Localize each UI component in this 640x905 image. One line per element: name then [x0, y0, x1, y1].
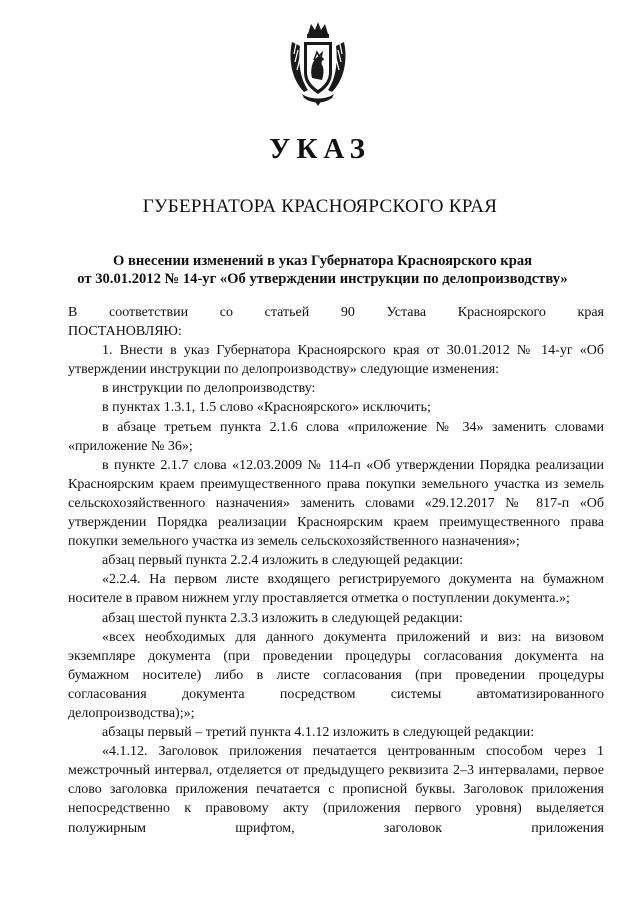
- paragraph-instruction: в инструкции по делопроизводству:: [102, 381, 316, 397]
- decree-title: УКАЗ: [269, 133, 371, 165]
- decree-subtitle: ГУБЕРНАТОРА КРАСНОЯРСКОГО КРАЯ: [142, 196, 498, 217]
- paragraph-change: абзац первый пункта 2.2.4 изложить в следующей редакции:: [102, 553, 464, 569]
- paragraph-change: в пункте 2.1.7 слова «12.03.2009 № 114-п «Об утверждении Порядка реализации Красноярским краем преимущественного права покупки земельного участка из земель сельскохозяйственного назначения» заменить словами «29.12.2017 № 817-п «Об утверждении Порядка реализации Красноярским краем преимущественного права покупки земельного участка из земель сельскохозяйственного назначения»;: [68, 457, 604, 550]
- paragraph-quote: «2.2.4. На первом листе входящего регистрируемого документа на бумажном носителе в правом нижнем углу проставляется отметка о поступлении документа.»;: [68, 572, 604, 607]
- paragraph-change: в пунктах 1.3.1, 1.5 слово «Красноярского» исключить;: [102, 400, 431, 416]
- paragraph-quote: «4.1.12. Заголовок приложения печатается центрованным способом через 1 межстрочный интервал, отделяется от предыдущего реквизита 2–3 интервалами, первое слово заголовка приложения печатается с прописной буквы. Заголовок приложения непосредственно к правовому акту (приложения первого уровня) выделяется полужирным шрифтом, заголовок приложения: [68, 744, 604, 836]
- coat-of-arms-emblem-icon: [286, 20, 350, 106]
- heading-line-1: О внесении изменений в указ Губернатора Красноярского края: [112, 253, 533, 269]
- decree-heading: [40, 252, 605, 288]
- paragraph-quote: «всех необходимых для данного документа приложений и виз: на визовом экземпляре документа (при проведении процедуры согласования документа на бумажном носителе) либо в листе согласования (при проведении процедуры согласования документа посредством системы автоматизированного делопроизводства);»;: [68, 629, 604, 721]
- decree-body: [68, 303, 604, 838]
- paragraph-postanovlyayu: ПОСТАНОВЛЯЮ:: [68, 324, 182, 340]
- heading-line-2: от 30.01.2012 № 14-уг «Об утверждении инструкции по делопроизводству»: [77, 271, 568, 287]
- paragraph-change: в абзаце третьем пункта 2.1.6 слова «приложение № 34» заменить словами «приложение № 36»;: [68, 419, 604, 454]
- paragraph-preamble: В соответствии со статьей 90 Устава Красноярского края: [68, 305, 604, 320]
- paragraph-item-1: 1. Внести в указ Губернатора Красноярского края от 30.01.2012 № 14-уг «Об утверждении инструкции по делопроизводству» следующие изменения:: [68, 343, 604, 378]
- paragraph-change: абзац шестой пункта 2.3.3 изложить в следующей редакции:: [102, 610, 463, 626]
- paragraph-change: абзацы первый – третий пункта 4.1.12 изложить в следующей редакции:: [102, 725, 535, 741]
